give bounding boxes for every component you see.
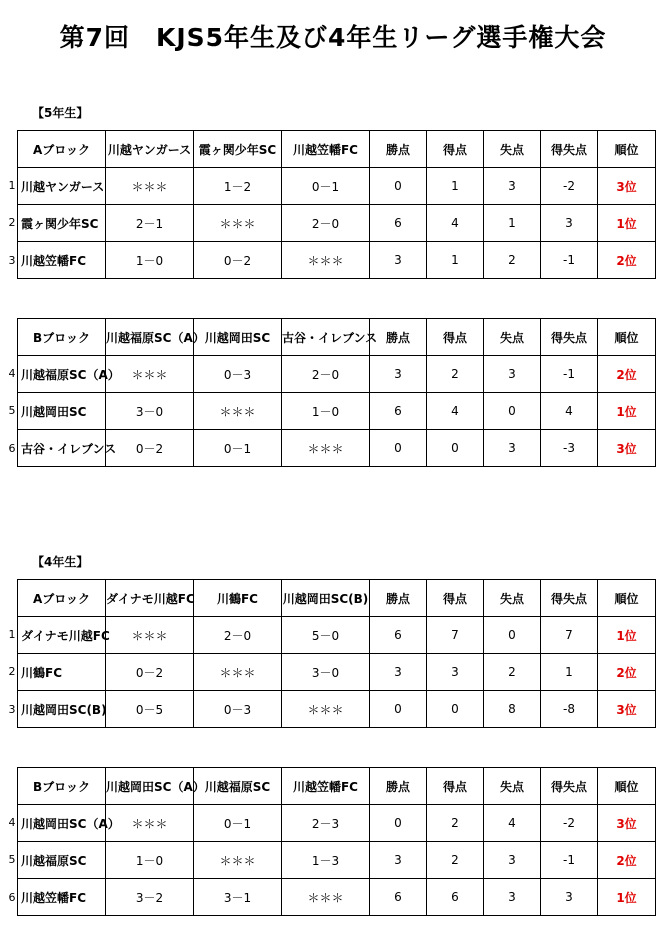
table-row [18, 430, 656, 467]
stat-value: 3 [370, 654, 427, 691]
rank-value: 1位 [598, 393, 656, 430]
match-result: ＊＊＊ [282, 430, 370, 467]
stat-value: 3 [484, 168, 541, 205]
rank-value: 1位 [598, 617, 656, 654]
match-result: 3－0 [106, 393, 194, 430]
page-title: 第7回 KJS5年生及び4年生リーグ選手権大会 [59, 23, 607, 52]
opponent-header: 川越岡田SC [194, 319, 282, 356]
league-table [17, 318, 656, 467]
row-number: 2 [8, 665, 16, 678]
row-number: 3 [8, 253, 16, 267]
stat-value: 3 [484, 356, 541, 393]
stat-header: 勝点 [370, 580, 427, 617]
stat-value: 0 [484, 617, 541, 654]
table-row [18, 805, 656, 842]
stat-value: 3 [541, 879, 598, 916]
opponent-header: 川越笠幡FC [282, 768, 370, 805]
rank-value: 3位 [598, 691, 656, 728]
match-result: 2－3 [282, 805, 370, 842]
stat-value: 1 [427, 168, 484, 205]
stat-value: 1 [541, 654, 598, 691]
match-result: 3－0 [282, 654, 370, 691]
row-number: 6 [8, 890, 16, 904]
stat-value: 0 [370, 691, 427, 728]
stat-header: 得失点 [541, 319, 598, 356]
rank-value: 2位 [598, 242, 656, 279]
table-row [18, 393, 656, 430]
table-row [18, 356, 656, 393]
stat-header: 得失点 [541, 131, 598, 168]
opponent-header: 川越福原SC [194, 768, 282, 805]
stat-header: 得点 [427, 768, 484, 805]
stat-header: 失点 [484, 580, 541, 617]
match-result: ＊＊＊ [282, 242, 370, 279]
table-row [18, 242, 656, 279]
rank-value: 1位 [598, 879, 656, 916]
table-row [18, 205, 656, 242]
stat-value: 7 [541, 617, 598, 654]
stat-value: 4 [484, 805, 541, 842]
match-result: 0－1 [282, 168, 370, 205]
stat-header: 勝点 [370, 131, 427, 168]
opponent-header: ダイナモ川越FC [106, 580, 194, 617]
match-result: ＊＊＊ [194, 393, 282, 430]
stat-value: 3 [484, 879, 541, 916]
table-row [18, 691, 656, 728]
stat-value: -1 [541, 242, 598, 279]
rank-value: 2位 [598, 842, 656, 879]
row-number: 1 [8, 627, 16, 641]
stat-header: 勝点 [370, 768, 427, 805]
team-name: 川越ヤンガース [18, 168, 106, 205]
table-header-row [18, 580, 656, 617]
table-header-row [18, 319, 656, 356]
stat-value: -1 [541, 356, 598, 393]
stat-value: 1 [484, 205, 541, 242]
match-result: ＊＊＊ [282, 691, 370, 728]
stat-header: 失点 [484, 768, 541, 805]
match-result: ＊＊＊ [194, 654, 282, 691]
stat-header: 得点 [427, 580, 484, 617]
match-result: 0－1 [194, 430, 282, 467]
opponent-header: 川越福原SC（A） [106, 319, 194, 356]
table-row [18, 842, 656, 879]
stat-value: 0 [484, 393, 541, 430]
stat-value: 0 [370, 430, 427, 467]
match-result: 0－5 [106, 691, 194, 728]
table-row [18, 879, 656, 916]
league-table [17, 579, 656, 728]
stat-header: 得失点 [541, 580, 598, 617]
stat-value: 2 [427, 356, 484, 393]
match-result: 3－2 [106, 879, 194, 916]
table-row [18, 168, 656, 205]
stat-value: 3 [484, 430, 541, 467]
stat-value: 3 [484, 842, 541, 879]
match-result: ＊＊＊ [194, 842, 282, 879]
stat-value: 0 [427, 691, 484, 728]
stat-value: 0 [370, 168, 427, 205]
opponent-header: 川鶴FC [194, 580, 282, 617]
match-result: 3－1 [194, 879, 282, 916]
section-label: 【5年生】 [32, 106, 89, 120]
rank-value: 3位 [598, 805, 656, 842]
row-number: 5 [8, 853, 16, 866]
opponent-header: 川越ヤンガース [106, 131, 194, 168]
stat-value: 2 [427, 842, 484, 879]
match-result: 1－0 [106, 242, 194, 279]
stat-header: 勝点 [370, 319, 427, 356]
block-label: Aブロック [18, 131, 106, 168]
stat-value: 2 [484, 242, 541, 279]
block-label: Bブロック [18, 768, 106, 805]
stat-value: 3 [427, 654, 484, 691]
stat-header: 失点 [484, 319, 541, 356]
opponent-header: 川越岡田SC(B) [282, 580, 370, 617]
stat-value: 3 [370, 242, 427, 279]
match-result: 2－0 [282, 205, 370, 242]
row-number: 4 [8, 366, 16, 380]
stat-value: 4 [427, 205, 484, 242]
stat-value: 6 [427, 879, 484, 916]
stat-value: 8 [484, 691, 541, 728]
stat-value: -2 [541, 168, 598, 205]
stat-value: 4 [427, 393, 484, 430]
rank-value: 3位 [598, 168, 656, 205]
stat-value: 0 [370, 805, 427, 842]
match-result: 2－0 [194, 617, 282, 654]
league-table [17, 767, 656, 916]
stat-value: 6 [370, 205, 427, 242]
row-number: 2 [8, 216, 16, 229]
stat-value: 7 [427, 617, 484, 654]
stat-value: 2 [484, 654, 541, 691]
stat-header: 順位 [598, 131, 656, 168]
match-result: ＊＊＊ [106, 168, 194, 205]
match-result: 2－1 [106, 205, 194, 242]
match-result: ＊＊＊ [194, 205, 282, 242]
stat-value: 1 [427, 242, 484, 279]
opponent-header: 古谷・イレブンス [282, 319, 370, 356]
opponent-header: 川越笠幡FC [282, 131, 370, 168]
stat-value: 3 [541, 205, 598, 242]
match-result: 1－3 [282, 842, 370, 879]
table-header-row [18, 768, 656, 805]
match-result: 1－0 [282, 393, 370, 430]
block-label: Bブロック [18, 319, 106, 356]
rank-value: 1位 [598, 205, 656, 242]
stat-value: 6 [370, 879, 427, 916]
league-table [17, 130, 656, 279]
team-name: 川越笠幡FC [18, 879, 106, 916]
stat-header: 得点 [427, 131, 484, 168]
match-result: ＊＊＊ [282, 879, 370, 916]
opponent-header: 川越岡田SC（A） [106, 768, 194, 805]
team-name: 川越笠幡FC [18, 242, 106, 279]
stat-value: -3 [541, 430, 598, 467]
team-name: 川越福原SC（A） [18, 356, 106, 393]
stat-header: 失点 [484, 131, 541, 168]
team-name: ダイナモ川越FC [18, 617, 106, 654]
stat-value: 6 [370, 393, 427, 430]
stat-header: 得失点 [541, 768, 598, 805]
rank-value: 2位 [598, 654, 656, 691]
match-result: 1－2 [194, 168, 282, 205]
stat-value: 3 [370, 356, 427, 393]
match-result: 0－3 [194, 691, 282, 728]
stat-value: -8 [541, 691, 598, 728]
match-result: 0－3 [194, 356, 282, 393]
row-number: 1 [8, 178, 16, 192]
team-name: 川越岡田SC（A） [18, 805, 106, 842]
match-result: ＊＊＊ [106, 617, 194, 654]
row-number: 3 [8, 702, 16, 716]
team-name: 川越福原SC [18, 842, 106, 879]
row-number: 6 [8, 441, 16, 455]
stat-value: -1 [541, 842, 598, 879]
match-result: 0－2 [194, 242, 282, 279]
stat-value: -2 [541, 805, 598, 842]
team-name: 霞ヶ関少年SC [18, 205, 106, 242]
match-result: 5－0 [282, 617, 370, 654]
row-number: 4 [8, 815, 16, 829]
opponent-header: 霞ヶ関少年SC [194, 131, 282, 168]
stat-header: 順位 [598, 580, 656, 617]
section-label: 【4年生】 [32, 555, 89, 569]
stat-header: 順位 [598, 319, 656, 356]
stat-header: 得点 [427, 319, 484, 356]
row-number: 5 [8, 404, 16, 417]
stat-value: 6 [370, 617, 427, 654]
table-row [18, 617, 656, 654]
team-name: 川鶴FC [18, 654, 106, 691]
rank-value: 2位 [598, 356, 656, 393]
team-name: 古谷・イレブンス [18, 430, 106, 467]
team-name: 川越岡田SC [18, 393, 106, 430]
stat-value: 4 [541, 393, 598, 430]
match-result: 2－0 [282, 356, 370, 393]
stat-header: 順位 [598, 768, 656, 805]
match-result: 0－2 [106, 654, 194, 691]
stat-value: 3 [370, 842, 427, 879]
match-result: ＊＊＊ [106, 356, 194, 393]
match-result: 1－0 [106, 842, 194, 879]
stat-value: 0 [427, 430, 484, 467]
match-result: 0－1 [194, 805, 282, 842]
table-row [18, 654, 656, 691]
table-header-row [18, 131, 656, 168]
rank-value: 3位 [598, 430, 656, 467]
stat-value: 2 [427, 805, 484, 842]
block-label: Aブロック [18, 580, 106, 617]
team-name: 川越岡田SC(B) [18, 691, 106, 728]
match-result: 0－2 [106, 430, 194, 467]
match-result: ＊＊＊ [106, 805, 194, 842]
